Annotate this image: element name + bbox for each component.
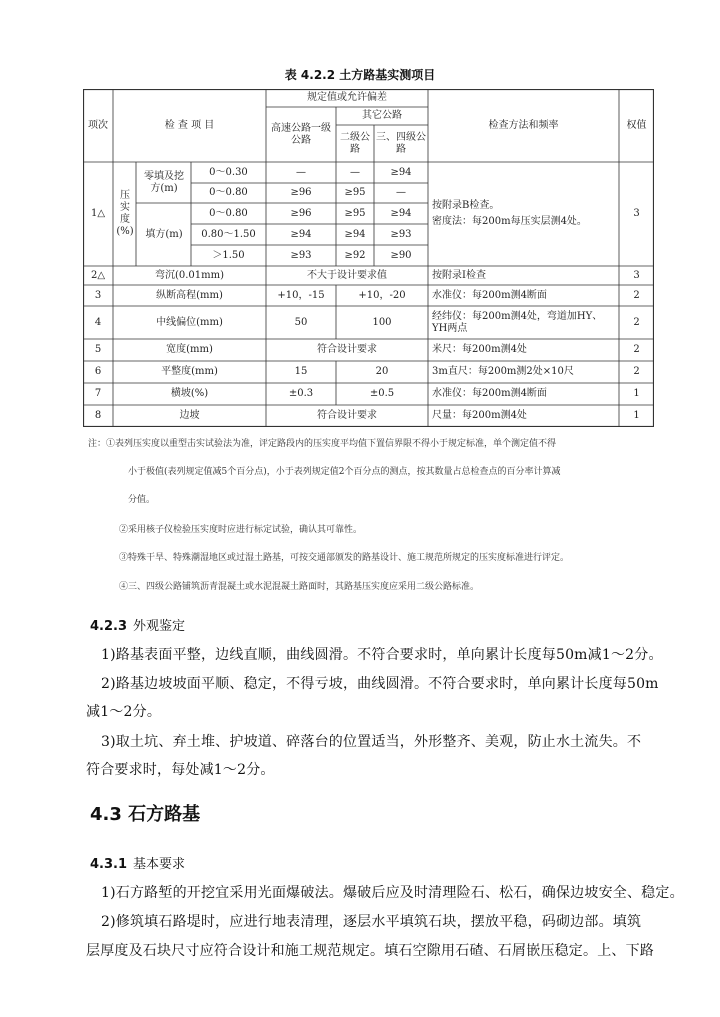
section-number: 4.3.1 [90,857,128,872]
compaction-grade34-value: ≥90 [390,249,412,261]
compaction-depth: 0～0.80 [209,207,248,219]
table-note: 小于极值(表列规定值减5个百分点)，小于表列规定值2个百分点的测点，按其数量占总检查点的百分率计算减 [128,467,561,477]
header-grade34: 三、四级公路 [376,131,426,155]
row-method: 尺量：每200m测4处 [432,410,527,421]
table-note: ②采用核子仪检验压实度时应进行标定试验，确认其可靠性。 [119,525,363,535]
row-weight: 1 [633,410,640,421]
header-specified: 规定值或允许偏差 [307,92,387,103]
paragraph-line: 1)石方路堑的开挖宜采用光面爆破法。爆破后应及时清理险石、松石，确保边坡安全、稳定。 [101,885,684,901]
compaction-grade2-value: — [350,166,360,178]
row-highway-value: 50 [294,316,308,328]
paragraph-line: 层厚度及石块尺寸应符合设计和施工规范规定。填石空隙用石碴、石屑嵌压稳定。上、下路 [86,943,654,959]
header-other-roads: 其它公路 [362,110,402,121]
row-item: 纵断高程(mm) [156,289,223,301]
row-item: 宽度(mm) [166,344,213,355]
compaction-grade34-value: ≥94 [390,166,412,178]
row-item: 弯沉(0.01mm) [154,269,225,281]
row-method: 米尺：每200m测4处 [432,344,527,355]
row-item: 边坡 [179,410,200,421]
paragraph-line: 2)修筑填石路堤时，应进行地表清理，逐层水平填筑石块，摆放平稳，码砌边部。填筑 [101,914,642,930]
row-no: 3 [94,289,102,301]
paragraph-line: 3)取土坑、弃土堆、护坡道、碎落台的位置适当，外形整齐、美观，防止水土流失。不 [101,734,642,750]
compaction-grade34-value: ≥94 [390,207,412,219]
row-highway-value: 15 [294,366,308,377]
compaction-highway-value: ≥96 [290,187,312,198]
section-title: 外观鉴定 [133,619,186,634]
row-item: 平整度(mm) [161,366,218,377]
header-check-item: 检 查 项 目 [164,119,215,131]
compaction-grade34-value: — [396,187,406,198]
compaction-grade2-value: ≥95 [344,187,366,198]
row-no: 8 [94,410,102,421]
compaction-method: 按附录B检查。 密度法：每200m每压实层测4处。 [432,200,587,227]
compaction-grade2-value: ≥92 [344,249,366,261]
row-item: 横坡(%) [170,388,209,399]
section-heading-4-3-1 [90,853,185,872]
table-title: 表 4.2.2 土方路基实测项目 [284,68,436,82]
compaction-cut-label: 零填及挖方(m) [144,170,184,194]
compaction-no: 1△ [90,208,106,219]
compaction-depth: 0.80～1.50 [201,228,256,240]
row-weight: 2 [633,316,640,328]
section-heading-4-2-3 [90,615,185,634]
compaction-highway-value: ≥96 [290,207,312,219]
row-no: 2△ [90,269,106,281]
section-number: 4.2.3 [90,619,128,634]
table-note: 分值。 [128,495,156,505]
header-method: 检查方法和频率 [488,119,559,131]
section-heading-4-3: 4.3 石方路基 [90,804,201,825]
row-spec: 不大于设计要求值 [307,269,387,281]
paragraph-line: 2)路基边坡坡面平顺、稳定，不得亏坡，曲线圆滑。不符合要求时，单向累计长度每50m [101,676,659,692]
table-note: 注：①表列压实度以重型击实试验法为准，评定路段内的压实度平均值下置信界限不得小于规定标准，单个测定值不得 [88,439,557,449]
compaction-highway-value: — [296,166,306,178]
row-method: 3m直尺：每200m测2处×10尺 [432,366,574,377]
compaction-highway-value: ≥93 [290,249,312,261]
inspection-table [83,89,654,427]
table-note: ④三、四级公路铺筑沥青混凝土或水泥混凝土路面时，其路基压实度应采用二级公路标准。 [119,582,480,592]
paragraph-line: 减1～2分。 [86,704,162,720]
row-spec: 符合设计要求 [317,344,377,355]
row-method: 水准仪：每200m测4断面 [432,388,547,399]
compaction-fill-label: 填方(m) [145,228,183,240]
row-other-value: 20 [375,366,389,377]
row-weight: 3 [633,269,640,281]
paragraph-line: 符合要求时，每处减1～2分。 [86,762,275,778]
row-method: 水准仪：每200m测4断面 [432,289,547,301]
compaction-weight: 3 [633,208,640,219]
compaction-depth: 0～0.80 [209,187,248,198]
row-weight: 2 [633,344,640,355]
compaction-highway-value: ≥94 [290,228,312,240]
row-highway-value: +10，-15 [277,289,325,301]
row-no: 5 [94,344,102,355]
row-other-value: ±0.5 [369,388,395,399]
row-spec: 符合设计要求 [317,410,377,421]
row-other-value: 100 [372,316,392,328]
row-weight: 1 [633,388,640,399]
row-no: 4 [94,316,102,328]
row-item: 中线偏位(mm) [156,316,223,328]
table-note: ③特殊干旱、特殊潮湿地区或过湿土路基，可按交通部颁发的路基设计、施工规范所规定的压实度标准进行评定。 [119,553,570,563]
compaction-grade2-value: ≥95 [344,207,366,219]
row-method: 按附录Ⅰ检查 [432,269,486,281]
row-highway-value: ±0.3 [288,388,314,399]
row-weight: 2 [633,366,640,377]
compaction-label: 压实度(%) [116,190,134,237]
row-no: 6 [94,366,102,377]
row-no: 7 [94,388,102,399]
section-title: 基本要求 [133,857,186,872]
compaction-depth: ＞1.50 [212,249,245,261]
compaction-depth: 0～0.30 [209,166,248,178]
header-weight: 权值 [626,119,647,131]
row-method: 经纬仪：每200m测4处，弯道加HY、YH两点 [432,310,603,334]
header-highway: 高速公路一级公路 [271,122,331,146]
row-other-value: +10，-20 [358,289,406,301]
row-weight: 2 [633,289,640,301]
compaction-grade34-value: ≥93 [390,228,412,240]
header-item-no: 项次 [88,119,108,131]
header-grade2: 二级公路 [340,131,370,155]
paragraph-line: 1)路基表面平整，边线直顺，曲线圆滑。不符合要求时，单向累计长度每50m减1～2分。 [101,647,663,663]
compaction-grade2-value: ≥94 [344,228,366,240]
